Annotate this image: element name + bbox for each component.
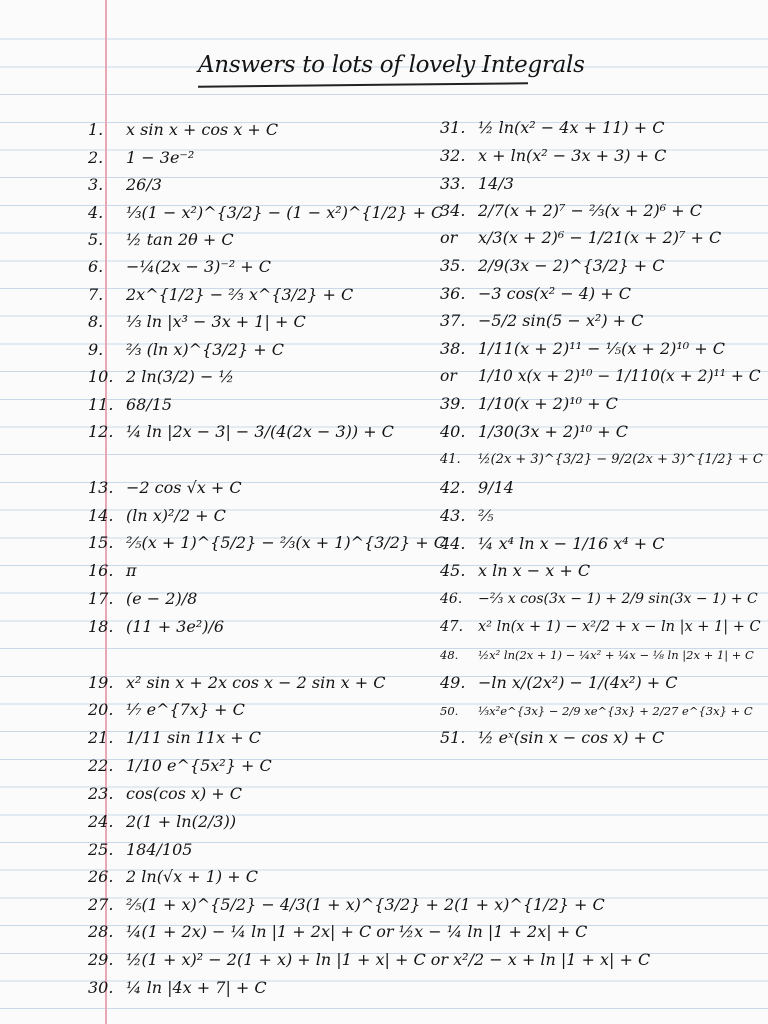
answer-expression: ¼ x⁴ ln x − 1/16 x⁴ + C — [478, 534, 665, 553]
answer-number: 50. — [440, 704, 459, 718]
answer-expression: ⅖(1 + x)^{5/2} − 4/3(1 + x)^{3/2} + 2(1 + x)^{1/2} + C — [126, 895, 605, 914]
answer-expression: x² ln(x + 1) − x²/2 + x − ln |x + 1| + C — [478, 619, 761, 635]
answer-number: 31. — [440, 118, 466, 137]
answer-expression: cos(cos x) + C — [126, 784, 243, 803]
answer-item — [440, 201, 702, 221]
answer-expression: 2 ln(3/2) − ½ — [126, 367, 235, 386]
answer-item — [88, 203, 443, 223]
answer-number: 35. — [440, 256, 466, 275]
answer-number: 3. — [88, 175, 104, 194]
answer-item — [440, 701, 753, 721]
answer-item — [440, 478, 514, 498]
answer-item — [88, 922, 587, 942]
answer-expression: 184/105 — [126, 840, 193, 859]
answer-number: 4. — [88, 203, 104, 222]
answer-item — [440, 284, 631, 304]
answer-item — [88, 895, 605, 915]
answer-number: 23. — [88, 784, 114, 803]
answer-item — [88, 422, 394, 442]
answer-item — [88, 533, 446, 553]
answer-item — [88, 340, 284, 360]
answer-item — [440, 394, 618, 414]
answer-expression: 1/10(x + 2)¹⁰ + C — [478, 394, 618, 413]
answer-expression: 1/11(x + 2)¹¹ − ⅕(x + 2)¹⁰ + C — [478, 339, 726, 358]
answer-expression: 14/3 — [478, 174, 514, 193]
answer-item — [88, 728, 261, 748]
answer-expression: ⅓x²e^{3x} − 2/9 xe^{3x} + 2/27 e^{3x} + C — [478, 704, 753, 718]
answer-number: 37. — [440, 311, 466, 330]
answer-number: 39. — [440, 394, 466, 413]
answer-expression: ¼ ln |2x − 3| − 3/(4(2x − 3)) + C — [126, 422, 394, 441]
answer-expression: 1/10 e^{5x²} + C — [126, 756, 272, 775]
answer-number: or — [440, 228, 458, 247]
answer-number: 30. — [88, 978, 114, 997]
answer-item — [440, 256, 665, 276]
answer-number: 48. — [440, 648, 459, 662]
answer-number: 8. — [88, 312, 104, 331]
answer-item — [88, 589, 197, 609]
answer-number: 7. — [88, 285, 104, 304]
answer-number: 19. — [88, 673, 114, 692]
page-title: Answers to lots of lovely Integrals — [198, 52, 585, 78]
answer-number: 51. — [440, 728, 466, 747]
answer-number: 22. — [88, 756, 114, 775]
answer-item — [440, 118, 664, 138]
answer-number: 5. — [88, 230, 104, 249]
answer-number: 42. — [440, 478, 466, 497]
answer-number: 45. — [440, 561, 466, 580]
answer-expression: −¼(2x − 3)⁻² + C — [126, 257, 272, 276]
answer-item — [88, 978, 267, 998]
answer-number: 32. — [440, 146, 466, 165]
answer-expression: 26/3 — [126, 175, 162, 194]
answer-number: 43. — [440, 506, 466, 525]
answer-expression: ⅖(x + 1)^{5/2} − ⅔(x + 1)^{3/2} + C — [126, 533, 446, 552]
answer-item — [88, 395, 172, 415]
answer-expression: x² sin x + 2x cos x − 2 sin x + C — [126, 673, 386, 692]
answer-number: 17. — [88, 589, 114, 608]
answer-expression: 1/30(3x + 2)¹⁰ + C — [478, 422, 629, 441]
answer-item — [440, 311, 643, 331]
answer-item — [440, 728, 664, 748]
answer-item — [440, 146, 666, 166]
answer-expression: (e − 2)/8 — [126, 589, 198, 608]
answer-expression: (11 + 3e²)/6 — [126, 617, 225, 636]
answer-number: 20. — [88, 700, 114, 719]
answer-item — [88, 230, 234, 250]
answer-expression: 2/7(x + 2)⁷ − ⅔(x + 2)⁶ + C — [478, 201, 703, 220]
answer-item — [88, 312, 306, 332]
answer-expression: ½x² ln(2x + 1) − ¼x² + ¼x − ⅛ ln |2x + 1| + C — [478, 648, 754, 662]
answer-item — [440, 422, 628, 442]
answer-expression: −3 cos(x² − 4) + C — [478, 284, 631, 303]
answer-item — [440, 174, 514, 194]
answer-number: 14. — [88, 506, 114, 525]
answer-number: 18. — [88, 617, 114, 636]
answer-expression: ½(2x + 3)^{3/2} − 9/2(2x + 3)^{1/2} + C — [478, 452, 763, 467]
answer-item — [440, 450, 763, 470]
answer-item — [440, 561, 590, 581]
answer-expression: ¼(1 + 2x) − ¼ ln |1 + 2x| + C or ½x − ¼ ln |1 + 2x| + C — [126, 922, 588, 941]
answer-expression: −ln x/(2x²) − 1/(4x²) + C — [478, 673, 678, 692]
answer-expression: 2/9(3x − 2)^{3/2} + C — [478, 256, 665, 275]
answer-number: 26. — [88, 867, 114, 886]
answer-number: 28. — [88, 922, 114, 941]
answer-expression: x sin x + cos x + C — [126, 120, 279, 139]
answer-expression: 68/15 — [126, 395, 173, 414]
answer-item — [88, 840, 192, 860]
answer-expression: −5/2 sin(5 − x²) + C — [478, 311, 644, 330]
answer-expression: ⅓(1 − x²)^{3/2} − (1 − x²)^{1/2} + C — [126, 203, 444, 222]
answer-item — [88, 812, 236, 832]
answer-expression: ¼ ln |4x + 7| + C — [126, 978, 267, 997]
answer-number: 12. — [88, 422, 114, 441]
answer-item — [440, 339, 725, 359]
answer-number: 29. — [88, 950, 114, 969]
answer-expression: ½ ln(x² − 4x + 11) + C — [478, 118, 665, 137]
answer-item — [88, 700, 245, 720]
answer-item — [440, 645, 754, 665]
answer-expression: ⅔ (ln x)^{3/2} + C — [126, 340, 284, 359]
answer-expression: x + ln(x² − 3x + 3) + C — [478, 146, 667, 165]
answer-item — [88, 120, 278, 140]
answer-expression: (ln x)²/2 + C — [126, 506, 226, 525]
answer-number: 13. — [88, 478, 114, 497]
answer-expression: −⅔ x cos(3x − 1) + 2/9 sin(3x − 1) + C — [478, 591, 758, 607]
answer-expression: x ln x − x + C — [478, 561, 591, 580]
answer-expression: π — [126, 561, 137, 580]
answer-item — [440, 228, 721, 248]
answer-item — [88, 673, 385, 693]
answer-expression: x/3(x + 2)⁶ − 1/21(x + 2)⁷ + C — [478, 228, 722, 247]
answer-expression: ½(1 + x)² − 2(1 + x) + ln |1 + x| + C or x²/2 − x + ln |1 + x| + C — [126, 950, 651, 969]
answer-number: 49. — [440, 673, 466, 692]
answer-item — [88, 148, 194, 168]
answer-number: 21. — [88, 728, 114, 747]
answer-number: 24. — [88, 812, 114, 831]
answer-number: 6. — [88, 257, 104, 276]
answer-number: 11. — [88, 395, 114, 414]
answer-item — [88, 950, 650, 970]
answer-expression: 1/11 sin 11x + C — [126, 728, 261, 747]
answer-expression: 1 − 3e⁻² — [126, 148, 195, 167]
answer-item — [440, 673, 678, 693]
answer-expression: −2 cos √x + C — [126, 478, 242, 497]
answer-number: 46. — [440, 591, 463, 607]
answer-expression: ⅖ — [478, 506, 494, 525]
answer-number: 16. — [88, 561, 114, 580]
title-underline — [198, 82, 528, 87]
answer-number: 36. — [440, 284, 466, 303]
answer-item — [440, 589, 758, 609]
answer-number: 15. — [88, 533, 114, 552]
answer-item — [440, 534, 665, 554]
answer-item — [88, 285, 353, 305]
answer-number: or — [440, 367, 457, 385]
answer-expression: 2x^{1/2} − ⅔ x^{3/2} + C — [126, 285, 354, 304]
answer-item — [88, 756, 272, 776]
answer-item — [88, 617, 224, 637]
answer-item — [88, 784, 242, 804]
answer-expression: 2(1 + ln(2/3)) — [126, 812, 237, 831]
answer-item — [88, 257, 271, 277]
answer-item — [88, 506, 226, 526]
answer-number: 2. — [88, 148, 104, 167]
answer-expression: ½ tan 2θ + C — [126, 230, 234, 249]
answer-item — [88, 478, 242, 498]
answer-item — [88, 367, 234, 387]
answer-number: 38. — [440, 339, 466, 358]
answer-number: 27. — [88, 895, 114, 914]
answer-number: 9. — [88, 340, 104, 359]
answer-expression: ⅐ e^{7x} + C — [126, 700, 245, 719]
answer-number: 1. — [88, 120, 104, 139]
answer-expression: 1/10 x(x + 2)¹⁰ − 1/110(x + 2)¹¹ + C — [478, 367, 761, 385]
answer-item — [88, 561, 137, 581]
answer-item — [88, 867, 258, 887]
answer-number: 44. — [440, 534, 466, 553]
answer-expression: 9/14 — [478, 478, 514, 497]
answer-number: 25. — [88, 840, 114, 859]
answer-number: 34. — [440, 201, 466, 220]
answer-item — [440, 617, 761, 637]
answer-number: 41. — [440, 452, 461, 467]
answer-item — [88, 175, 162, 195]
answer-number: 47. — [440, 619, 464, 635]
answer-item — [440, 366, 761, 386]
answer-number: 33. — [440, 174, 466, 193]
answer-number: 40. — [440, 422, 466, 441]
answer-expression: ⅓ ln |x³ − 3x + 1| + C — [126, 312, 306, 331]
answer-number: 10. — [88, 367, 114, 386]
answer-expression: 2 ln(√x + 1) + C — [126, 867, 258, 886]
answer-expression: ½ eˣ(sin x − cos x) + C — [478, 728, 665, 747]
answer-item — [440, 506, 494, 526]
